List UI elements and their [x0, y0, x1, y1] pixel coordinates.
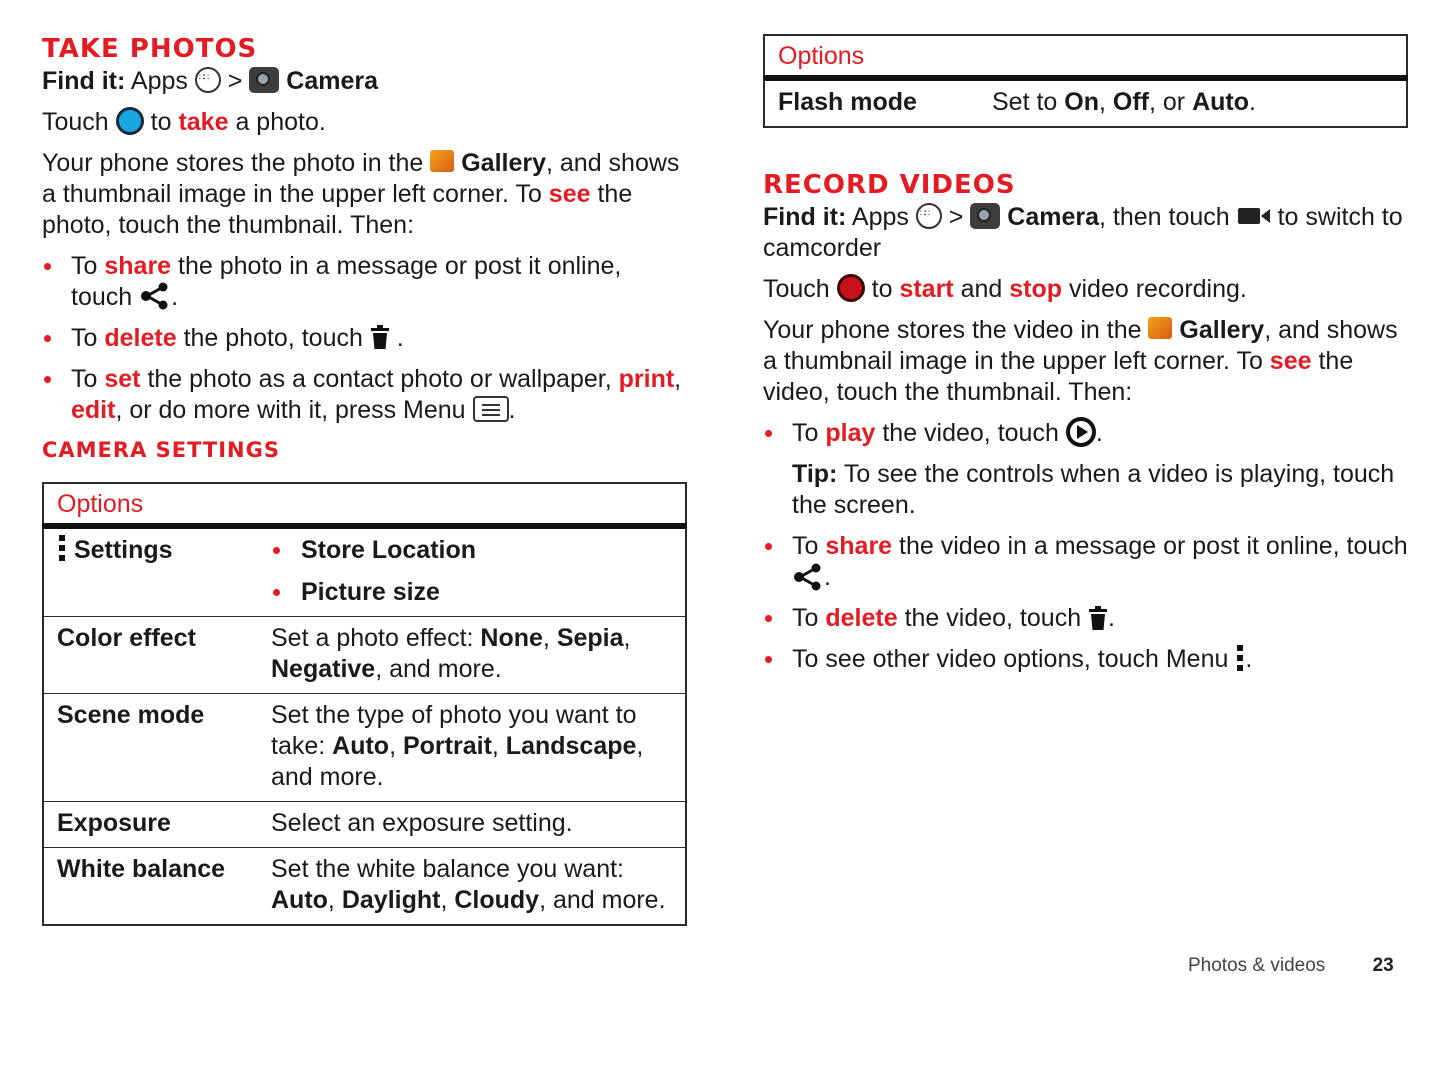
list-item: Picture size	[271, 577, 672, 608]
trash-icon	[370, 324, 390, 350]
camera-settings-heading: CAMERA SETTINGS	[42, 438, 280, 462]
table-header: Options	[764, 35, 1407, 78]
list-item: To share the video in a message or post it online, touch .	[763, 531, 1408, 593]
menu-icon	[473, 396, 509, 422]
trash-icon	[1088, 605, 1108, 631]
page-number: 23	[1372, 955, 1394, 976]
share-icon	[792, 563, 824, 591]
shutter-icon	[116, 107, 144, 135]
share-icon	[139, 282, 171, 310]
footer-section: Photos & videos	[1188, 955, 1326, 976]
tip-note: Tip: To see the controls when a video is playing, touch the screen.	[792, 460, 1395, 520]
gallery-icon	[1148, 317, 1172, 339]
page-footer	[1188, 950, 1394, 981]
table-row: Color effect Set a photo effect: None, Sepia, Negative, and more.	[43, 617, 686, 694]
take-photos-stores: Your phone stores the photo in the Gallery, and shows a thumbnail image in the upper left corner. To see the photo, touch the thumbnail. Then:	[42, 149, 680, 239]
play-icon	[1066, 417, 1096, 447]
table-header-row	[43, 483, 686, 526]
take-photos-heading: TAKE PHOTOS	[42, 34, 258, 64]
camera-settings-table	[42, 482, 687, 926]
apps-icon	[916, 203, 942, 229]
camera-icon	[249, 67, 279, 93]
table-header: Options	[43, 483, 686, 526]
list-item: To see other video options, touch Menu .	[763, 644, 1408, 675]
flash-table	[763, 34, 1408, 128]
gallery-icon	[430, 150, 454, 172]
table-row: Scene mode Set the type of photo you want to take: Auto, Portrait, Landscape, and more.	[43, 694, 686, 802]
record-videos-heading: RECORD VIDEOS	[763, 170, 1016, 200]
list-item: To share the photo in a message or post it online, touch .	[42, 251, 687, 313]
menu-dots-icon	[1235, 643, 1245, 673]
list-item: To delete the photo, touch .	[42, 323, 687, 354]
camcorder-icon	[1237, 205, 1271, 227]
table-row: White balance Set the white balance you want: Auto, Daylight, Cloudy, and more.	[43, 848, 686, 926]
camera-icon	[970, 203, 1000, 229]
table-header-row	[764, 35, 1407, 78]
record-videos-find-it: Find it: Apps ∷∷ > Camera, then touch to switch to camcorder	[763, 202, 1408, 264]
list-item: To play the video, touch .	[763, 418, 1408, 449]
table-row: Flash mode Set to On, Off, or Auto.	[764, 78, 1407, 127]
left-column	[42, 32, 687, 926]
right-column	[763, 34, 1408, 686]
menu-dots-icon	[57, 533, 67, 563]
take-photos-touch-line: Touch to take a photo.	[42, 108, 326, 136]
record-videos-touch-line: Touch to start and stop video recording.	[763, 275, 1247, 303]
table-row: Exposure Select an exposure setting.	[43, 802, 686, 848]
list-item: To delete the video, touch .	[763, 603, 1408, 634]
record-videos-bullets-2	[763, 531, 1408, 675]
list-item: To set the photo as a contact photo or wallpaper, print, edit, or do more with it, press Menu .	[42, 364, 687, 426]
apps-icon	[195, 67, 221, 93]
take-photos-bullets	[42, 251, 687, 426]
settings-list	[271, 535, 672, 608]
record-videos-stores: Your phone stores the video in the Gallery, and shows a thumbnail image in the upper left corner. To see the video, touch the thumbnail. Then:	[763, 316, 1398, 406]
record-icon	[837, 274, 865, 302]
table-row: Settings Store Location Picture size	[43, 526, 686, 617]
take-photos-find-it: Find it: Apps ∷∷ > Camera	[42, 66, 687, 97]
list-item: Store Location	[271, 535, 672, 566]
record-videos-bullets	[763, 418, 1408, 449]
